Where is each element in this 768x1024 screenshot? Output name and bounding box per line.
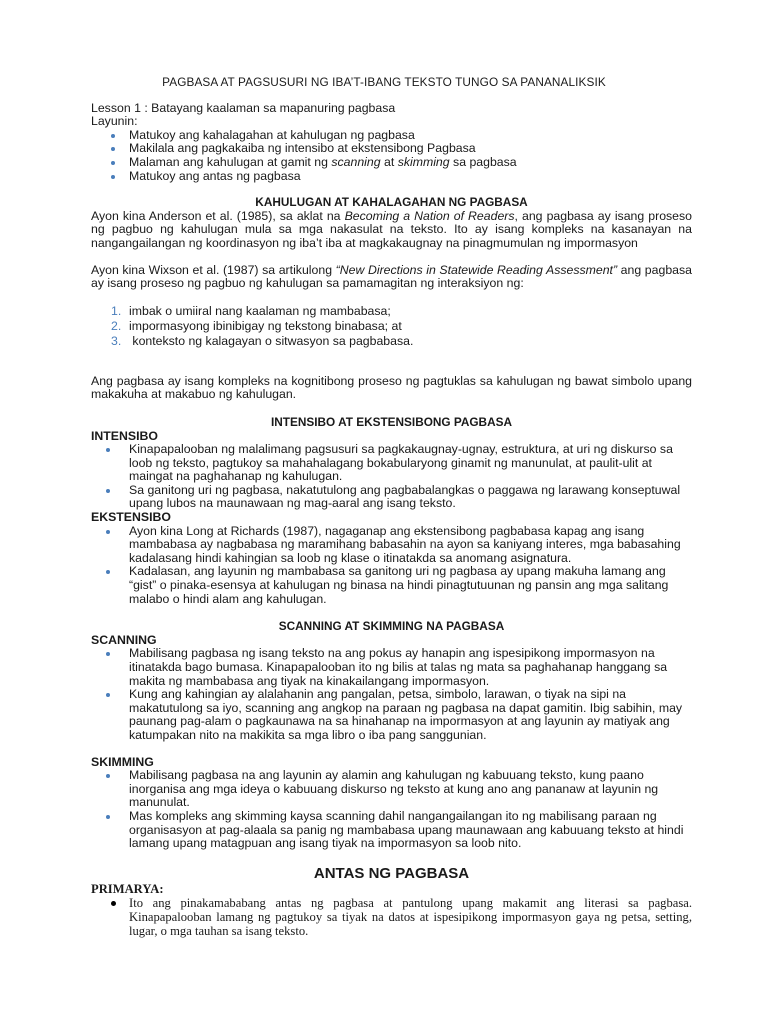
numbered-list xyxy=(91,304,692,349)
intensibo-section xyxy=(91,416,692,606)
objectives-label: Layunin: xyxy=(91,114,138,129)
subheading: SKIMMING xyxy=(91,754,154,769)
paragraph: Ang pagbasa ay isang kompleks na kognitibong proseso ng pagtuklas sa kahulugan ng bawat simbolo upang makakuha at makabuo ng kahulugan. xyxy=(91,373,692,402)
list-item: Sa ganitong uri ng pagbasa, nakatutulong ang pagbabalangkas o paggawa ng larawang konseptuwal upang lubos na maunawaan ng mag-aaral ang isang teksto. xyxy=(91,484,692,511)
subheading: SCANNING xyxy=(91,632,157,647)
list-item: 1. imbak o umiiral nang kaalaman ng mambabasa; xyxy=(111,303,391,318)
list-item: Ayon kina Long at Richards (1987), nagaganap ang ekstensibong pagbabasa kapag ang isang mambabasa ay nagbabasa ng maramihang babasahin na ayon sa kaniyang interes, mga babasahing kadalasang hindi kahingian sa loob ng klase o itinatakda sa anomang asignatura. xyxy=(91,525,692,566)
subheading: EKSTENSIBO xyxy=(91,510,171,525)
subheading: PRIMARYA: xyxy=(91,882,164,897)
bullet-list xyxy=(91,769,692,851)
subheading: INTENSIBO xyxy=(91,428,158,443)
list-item: Malaman ang kahulugan at gamit ng scanning at skimming sa pagbasa xyxy=(91,156,692,170)
kahulugan-section xyxy=(91,196,692,402)
lesson-section xyxy=(91,102,692,184)
list-item: Ito ang pinakamababang antas ng pagbasa at pantulong upang makamit ang literasi sa pagbasa. Kinapapalooban lamang ng pagtukoy sa tiyak na datos at ispesipikong impormasyon gaya ng petsa, setting, lugar, o mga tauhan sa isang teksto. xyxy=(91,896,692,938)
document-title: PAGBASA AT PAGSUSURI NG IBA’T-IBANG TEKSTO TUNGO SA PANANALIKSIK xyxy=(162,75,606,89)
section-heading: KAHULUGAN AT KAHALAGAHAN NG PAGBASA xyxy=(255,195,528,210)
section-heading: ANTAS NG PAGBASA xyxy=(313,864,470,882)
list-item: Mabilisang pagbasa ng isang teksto na ang pokus ay hanapin ang ispesipikong impormasyon na itinatakda bago bumasa. Kinapapalooban ito ng bilis at talas ng mata sa paghahanap hanggang sa makita ng mambabasa ang tiyak na kinakailangang impormasyon. xyxy=(91,647,692,688)
bullet-list xyxy=(91,647,692,742)
list-item: 2. impormasyong ibinibigay ng tekstong binabasa; at xyxy=(111,318,402,333)
list-item: Mas kompleks ang skimming kaysa scanning dahil nangangailangan ito ng mabilisang paraan ng organisasyon at pag-alaala sa panig ng mambabasa upang maunawaan ang kabuuang teksto at hindi lamang upang matagpuan ang isang tiyak na impormasyon sa loob nito. xyxy=(91,810,692,851)
list-item: Kinapapalooban ng malalimang pagsusuri sa pagkakaugnay-ugnay, estruktura, at uri ng diskurso sa loob ng teksto, pagtukoy sa mahahalagang bokabularyong ginamit ng manunulat, at paulit-ulit at maingat na paghahanap ng kahulugan. xyxy=(91,443,692,484)
objectives-list xyxy=(91,129,692,183)
list-item: 3. konteksto ng kalagayan o sitwasyon sa pagbabasa. xyxy=(111,333,414,348)
scanning-section xyxy=(91,620,692,851)
antas-section xyxy=(91,864,692,939)
lesson-heading: Lesson 1 : Batayang kaalaman sa mapanuring pagbasa xyxy=(91,100,396,115)
bullet-list xyxy=(91,443,692,511)
list-item: Kadalasan, ang layunin ng mambabasa sa ganitong uri ng pagbasa ay upang makuha lamang ang “gist” o pinaka-esensya at kahulugan ng binasa na hindi pinagtutuunan ng pansin ang mga salitang malabo o hindi alam ang kahulugan. xyxy=(91,565,692,606)
list-item: Mabilisang pagbasa na ang layunin ay alamin ang kahulugan ng kabuuang teksto, kung paano inorganisa ang mga ideya o kabuuang diskurso ng teksto at kung ano ang pananaw at layunin ng manunulat. xyxy=(91,769,692,810)
paragraph: Ayon kina Wixson et al. (1987) sa artikulong “New Directions in Statewide Reading Assessment” ang pagbasa ay isang proseso ng pagbuo ng kahulugan sa pamamagitan ng interaksiyon ng: xyxy=(91,262,692,291)
list-item: Kung ang kahingian ay alalahanin ang pangalan, petsa, simbolo, larawan, o tiyak na sipi na makatutulong sa iyo, scanning ang angkop na paraan ng pagbasa na dapat gamitin. Ibig sabihin, may paunang pag-alam o pagkaunawa na sa hinahanap na impormasyon at ang layunin ay matiyak ang katumpakan nito na makikita sa mga libro o iba pang sanggunian. xyxy=(91,688,692,742)
paragraph: Ayon kina Anderson et al. (1985), sa aklat na Becoming a Nation of Readers, ang pagbasa ay isang proseso ng pagbuo ng kahulugan mula sa mga nakasulat na teksto. Ito ay isang kompleks na kasanayan na nangangailangan ng koordinasyon ng iba’t iba at magkakaugnay na pinagmumulan ng impormasyon xyxy=(91,208,693,250)
list-item: Makilala ang pagkakaiba ng intensibo at ekstensibong Pagbasa xyxy=(91,142,692,156)
list-item: Matukoy ang kahalagahan at kahulugan ng pagbasa xyxy=(91,129,692,143)
section-heading: SCANNING AT SKIMMING NA PAGBASA xyxy=(278,619,505,634)
bullet-list xyxy=(91,525,692,607)
list-item: Matukoy ang antas ng pagbasa xyxy=(91,170,692,184)
bullet-list xyxy=(91,896,692,938)
section-heading: INTENSIBO AT EKSTENSIBONG PAGBASA xyxy=(271,414,512,429)
